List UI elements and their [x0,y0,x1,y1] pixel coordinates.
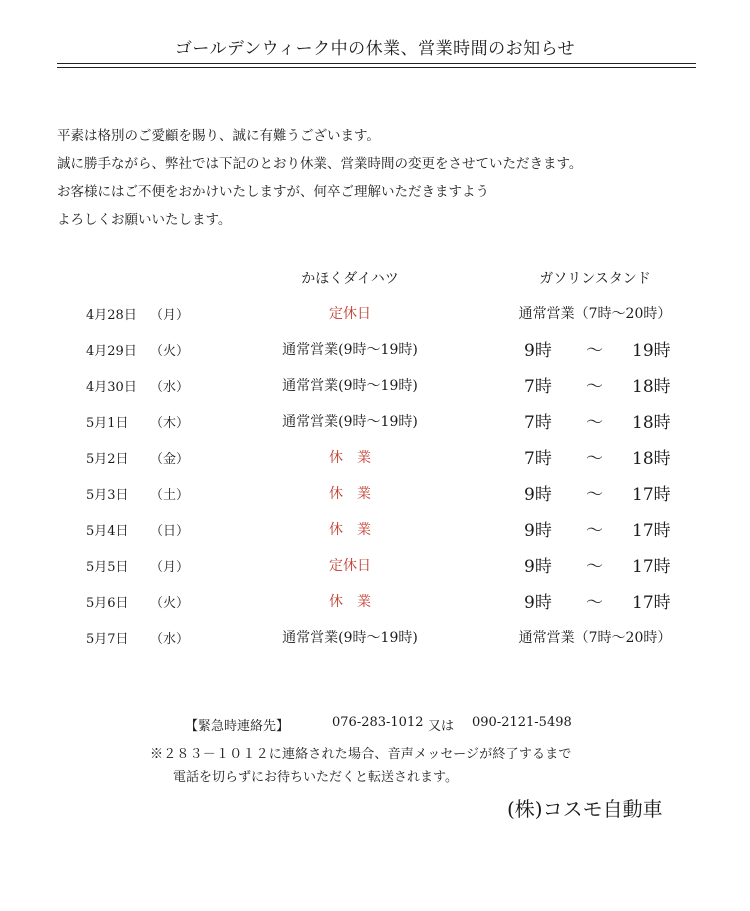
contact-label: 【緊急時連絡先】 [185,719,290,734]
gas-tilde: 〜 [586,413,603,433]
gas-status: 通常営業（7時〜20時） [518,630,672,646]
gas-close-time: 17時 [632,521,671,541]
gas-open-time: 9時 [524,557,552,577]
row-day-of-week: （金） [150,452,190,467]
gas-close-time: 18時 [632,413,671,433]
kahoku-status: 通常営業(9時〜19時) [282,414,418,430]
gas-open-time: 9時 [524,341,552,361]
gas-tilde: 〜 [586,521,603,541]
intro-line: 誠に勝手ながら、弊社では下記のとおり休業、営業時間の変更をさせていただきます。 [57,156,583,172]
gas-close-time: 19時 [632,341,671,361]
row-day-of-week: （木） [150,416,190,431]
table-row [0,548,750,584]
gas-open-time: 9時 [524,521,552,541]
row-date: 5月1日 [86,416,129,431]
row-date: 5月6日 [86,596,129,611]
gas-close-time: 17時 [632,593,671,613]
column-header-gas: ガソリンスタンド [539,271,651,287]
intro-line: よろしくお願いいたします。 [57,212,232,228]
row-day-of-week: （日） [150,524,190,539]
row-date: 5月5日 [86,560,129,575]
gas-close-time: 18時 [632,449,671,469]
gas-close-time: 17時 [632,557,671,577]
contact-phone-2: 090-2121-5498 [472,715,572,730]
column-header-kahoku: かほくダイハツ [301,271,399,287]
intro-line: お客様にはご不便をおかけいたしますが、何卒ご理解いただきますよう [57,184,489,200]
gas-open-time: 7時 [524,449,552,469]
gas-tilde: 〜 [586,485,603,505]
title-rule-bottom [57,67,696,68]
table-row [0,620,750,656]
page-title: ゴールデンウィーク中の休業、営業時間のお知らせ [174,39,576,59]
table-row [0,476,750,512]
gas-open-time: 7時 [524,413,552,433]
row-day-of-week: （土） [150,488,190,503]
table-row [0,512,750,548]
row-date: 4月30日 [86,380,137,395]
row-date: 5月4日 [86,524,129,539]
table-row [0,368,750,404]
row-date: 4月28日 [86,308,137,323]
gas-close-time: 17時 [632,485,671,505]
title-rule-top [57,63,696,64]
table-row [0,584,750,620]
row-day-of-week: （月） [150,560,190,575]
schedule-table [0,296,750,656]
contact-or: 又は [428,719,455,734]
row-date: 5月3日 [86,488,129,503]
row-day-of-week: （水） [150,632,190,647]
gas-open-time: 7時 [524,377,552,397]
kahoku-status: 休 業 [329,450,371,466]
row-date: 4月29日 [86,344,137,359]
gas-tilde: 〜 [586,377,603,397]
gas-tilde: 〜 [586,449,603,469]
row-day-of-week: （火） [150,344,190,359]
transfer-note-line-1: ※２８３－１０１２に連絡された場合、音声メッセージが終了するまで [150,747,572,762]
table-row [0,440,750,476]
kahoku-status: 通常営業(9時〜19時) [282,342,418,358]
contact-phone-1: 076-283-1012 [332,715,424,730]
company-name: (株)コスモ自動車 [507,797,663,821]
gas-status: 通常営業（7時〜20時） [518,306,672,322]
kahoku-status: 定休日 [329,558,371,574]
row-day-of-week: （月） [150,308,190,323]
gas-open-time: 9時 [524,593,552,613]
kahoku-status: 休 業 [329,522,371,538]
gas-tilde: 〜 [586,557,603,577]
kahoku-status: 通常営業(9時〜19時) [282,630,418,646]
intro-line: 平素は格別のご愛顧を賜り、誠に有難うございます。 [57,128,380,144]
row-day-of-week: （火） [150,596,190,611]
table-row [0,404,750,440]
table-row [0,296,750,332]
row-date: 5月2日 [86,452,129,467]
kahoku-status: 通常営業(9時〜19時) [282,378,418,394]
transfer-note-line-2: 電話を切らずにお待ちいただくと転送されます。 [173,770,458,785]
intro-paragraph [57,122,582,234]
gas-open-time: 9時 [524,485,552,505]
kahoku-status: 定休日 [329,306,371,322]
gas-close-time: 18時 [632,377,671,397]
row-date: 5月7日 [86,632,129,647]
table-row [0,332,750,368]
gas-tilde: 〜 [586,341,603,361]
kahoku-status: 休 業 [329,486,371,502]
kahoku-status: 休 業 [329,594,371,610]
row-day-of-week: （水） [150,380,190,395]
gas-tilde: 〜 [586,593,603,613]
